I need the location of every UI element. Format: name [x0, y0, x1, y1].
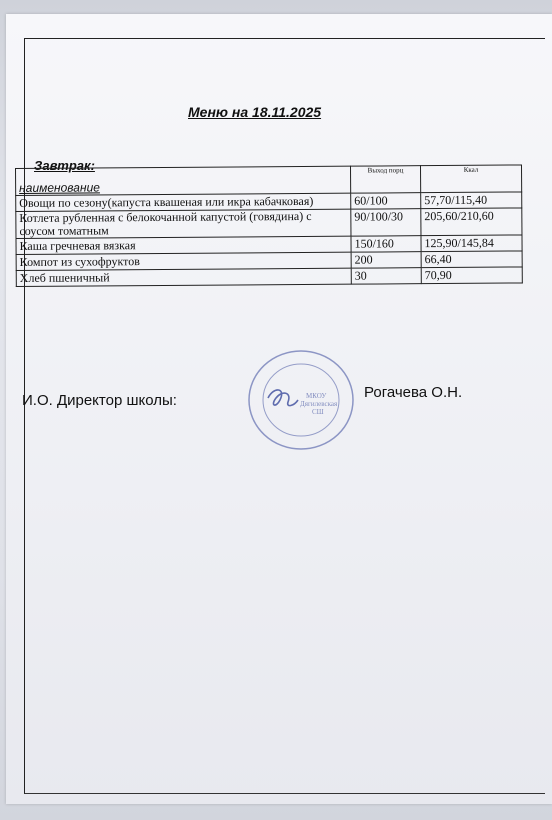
dish-output: 150/160	[351, 236, 421, 252]
dish-kcal: 66,40	[421, 251, 522, 268]
table-row	[16, 208, 522, 239]
signature-name: Рогачева О.Н.	[364, 384, 463, 401]
dish-name: Хлеб пшеничный	[16, 268, 351, 286]
dish-output: 200	[351, 252, 421, 268]
column-header-kcal: Ккал	[420, 165, 521, 193]
dish-output: 90/100/30	[351, 209, 421, 236]
dish-kcal: 70,90	[421, 267, 522, 284]
dish-name: Котлета рубленная с белокочанной капустой (говядина) с соусом томатным	[16, 209, 351, 238]
column-header-output: Выход порц	[350, 166, 420, 193]
table-header-row	[16, 165, 522, 196]
meal-heading: Завтрак:	[34, 158, 95, 173]
signature-role: И.О. Директор школы:	[22, 392, 177, 409]
svg-text:Дягилевская: Дягилевская	[300, 400, 338, 408]
svg-text:СШ: СШ	[312, 408, 324, 416]
dish-kcal: 205,60/210,60	[421, 208, 522, 236]
dish-output: 60/100	[351, 193, 421, 209]
dish-output: 30	[351, 268, 421, 284]
menu-table	[15, 164, 523, 287]
dish-kcal: 125,90/145,84	[421, 235, 522, 252]
table-row	[16, 267, 522, 287]
dish-kcal: 57,70/115,40	[421, 192, 522, 209]
dish-name: Каша гречневая вязкая	[16, 236, 351, 254]
dish-name: Компот из сухофруктов	[16, 252, 351, 270]
svg-text:МКОУ: МКОУ	[306, 392, 327, 400]
document-page	[6, 14, 552, 804]
dish-name: Овощи по сезону(капуста квашеная или икра кабачковая)	[16, 193, 351, 211]
page-title: Меню на 18.11.2025	[188, 104, 322, 120]
column-header-name: наименование	[16, 166, 351, 195]
school-stamp	[246, 348, 356, 452]
